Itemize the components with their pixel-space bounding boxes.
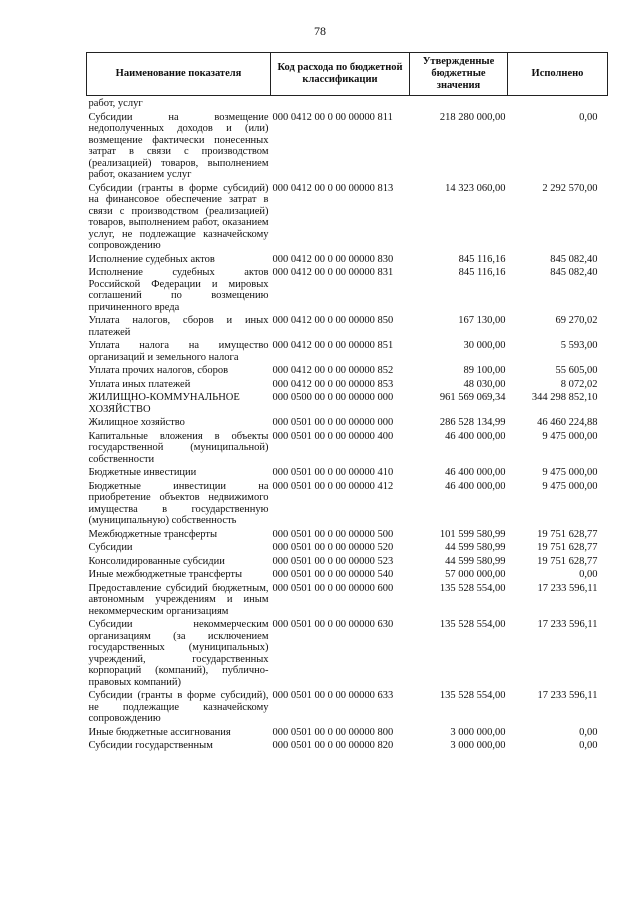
row-code-cell: 000 0412 00 0 00 00000 831 xyxy=(272,267,394,278)
row-name-cell: Субсидии государственным xyxy=(88,740,213,751)
table-row xyxy=(87,569,608,583)
table-row xyxy=(87,315,608,340)
row-approved-cell: 845 116,16 xyxy=(458,267,506,278)
row-code-cell xyxy=(271,96,410,112)
row-executed-cell: 0,00 xyxy=(579,569,598,580)
row-approved-cell: 48 030,00 xyxy=(463,378,506,390)
table-row xyxy=(87,690,608,727)
row-name-cell: Субсидии (гранты в форме субсидий) на финансовое обеспечение затрат в связи с производством (реализацией) товаров, выполнением работ, оказанием услуг, не подлежащие казначейскому сопровождению xyxy=(88,182,269,251)
table-row xyxy=(87,392,608,417)
row-executed-cell: 2 292 570,00 xyxy=(542,182,598,194)
header-approved: Утвержденные бюджетные значения xyxy=(410,53,508,96)
row-code-cell: 000 0501 00 0 00 00000 820 xyxy=(272,740,394,751)
row-approved-cell: 46 400 000,00 xyxy=(445,430,506,442)
row-code-cell: 000 0501 00 0 00 00000 410 xyxy=(272,467,394,478)
row-code-cell: 000 0500 00 0 00 00000 000 xyxy=(272,392,394,403)
row-name-cell: Субсидии на возмещение недополученных доходов и (или) возмещение фактически понесенных затрат в связи с производством (реализацией) товаров, выполнением работ, оказанием услуг xyxy=(88,111,269,180)
row-code-cell: 000 0412 00 0 00 00000 811 xyxy=(272,111,393,123)
header-code: Код расхода по бюджетной классификации xyxy=(271,53,410,96)
table-row xyxy=(87,583,608,620)
row-executed-cell: 17 233 596,11 xyxy=(537,690,598,701)
budget-execution-table xyxy=(86,52,608,754)
row-executed-cell: 845 082,40 xyxy=(550,267,598,278)
row-name-cell: Уплата иных платежей xyxy=(88,378,191,390)
table-row xyxy=(87,417,608,431)
row-approved-cell: 845 116,16 xyxy=(458,253,506,265)
row-name-cell: Иные бюджетные ассигнования xyxy=(88,726,231,738)
row-executed-cell xyxy=(508,96,608,112)
row-name-cell: Субсидии (гранты в форме субсидий), не подлежащие казначейскому сопровождению xyxy=(88,690,269,724)
row-approved-cell: 3 000 000,00 xyxy=(450,740,506,751)
row-code-cell: 000 0501 00 0 00 00000 412 xyxy=(272,480,394,492)
row-code-cell: 000 0501 00 0 00 00000 520 xyxy=(272,542,394,553)
table-row xyxy=(87,556,608,570)
row-code-cell: 000 0501 00 0 00 00000 800 xyxy=(272,726,394,738)
row-executed-cell: 9 475 000,00 xyxy=(542,467,598,478)
table-row xyxy=(87,529,608,543)
table-row xyxy=(87,727,608,741)
row-code-cell: 000 0412 00 0 00 00000 850 xyxy=(272,315,394,326)
table-header-row xyxy=(87,53,608,96)
table-row xyxy=(87,481,608,529)
row-name-cell: Уплата налогов, сборов и иных платежей xyxy=(88,315,269,338)
table-body xyxy=(87,96,608,754)
row-name-cell: ЖИЛИЩНО-КОММУНАЛЬНОЕ ХОЗЯЙСТВО xyxy=(88,392,240,415)
row-executed-cell: 55 605,00 xyxy=(555,365,598,376)
row-executed-cell: 0,00 xyxy=(579,740,598,751)
row-approved-cell: 89 100,00 xyxy=(463,365,506,376)
row-approved-cell: 218 280 000,00 xyxy=(439,111,506,123)
row-code-cell: 000 0501 00 0 00 00000 633 xyxy=(272,690,394,701)
row-approved-cell: 167 130,00 xyxy=(458,315,506,326)
row-approved-cell: 14 323 060,00 xyxy=(445,182,506,194)
table-row xyxy=(87,740,608,754)
budget-table-container xyxy=(86,52,607,754)
row-name-cell: Исполнение судебных актов Российской Федерации и мировых соглашений по возмещению причиненного вреда xyxy=(88,267,269,313)
row-approved-cell: 46 400 000,00 xyxy=(445,480,506,492)
table-row xyxy=(87,340,608,365)
row-code-cell: 000 0412 00 0 00 00000 852 xyxy=(272,365,394,376)
row-approved-cell: 3 000 000,00 xyxy=(450,726,506,738)
row-executed-cell: 46 460 224,88 xyxy=(537,417,598,428)
row-approved-cell: 135 528 554,00 xyxy=(439,690,506,701)
row-name-cell: Бюджетные инвестиции на приобретение объектов недвижимого имущества в государственную (муниципальную) собственность xyxy=(88,480,269,526)
row-approved-cell: 961 569 069,34 xyxy=(439,392,506,403)
table-row xyxy=(87,542,608,556)
header-executed: Исполнено xyxy=(508,53,608,96)
row-name-cell: Уплата налога на имущество организаций и земельного налога xyxy=(88,340,269,363)
row-approved-cell: 46 400 000,00 xyxy=(445,467,506,478)
row-name-cell: Субсидии некоммерческим организациям (за исключением государственных (муниципальных) учреждений, государственных корпораций (компаний), публично-правовых компаний) xyxy=(88,619,269,688)
row-code-cell: 000 0501 00 0 00 00000 000 xyxy=(272,417,394,428)
row-executed-cell: 17 233 596,11 xyxy=(537,619,598,630)
row-code-cell: 000 0501 00 0 00 00000 630 xyxy=(272,619,394,630)
row-executed-cell: 69 270,02 xyxy=(555,315,598,326)
row-name-cell: Капитальные вложения в объекты государственной (муниципальной) собственности xyxy=(88,430,269,465)
row-executed-cell: 5 593,00 xyxy=(560,340,598,351)
row-executed-cell: 344 298 852,10 xyxy=(531,392,598,403)
row-approved-cell: 286 528 134,99 xyxy=(439,417,506,428)
row-executed-cell: 9 475 000,00 xyxy=(542,480,598,492)
row-name-cell: Консолидированные субсидии xyxy=(88,555,225,567)
table-row xyxy=(87,431,608,468)
table-row xyxy=(87,254,608,268)
table-row xyxy=(87,365,608,379)
row-executed-cell: 8 072,02 xyxy=(560,378,598,390)
row-approved-cell: 57 000 000,00 xyxy=(445,569,506,580)
row-name-cell: Уплата прочих налогов, сборов xyxy=(88,365,229,376)
table-row xyxy=(87,467,608,481)
row-approved-cell: 101 599 580,99 xyxy=(439,528,506,540)
row-executed-cell: 19 751 628,77 xyxy=(537,542,598,553)
header-name: Наименование показателя xyxy=(87,53,271,96)
table-row xyxy=(87,379,608,393)
row-code-cell: 000 0501 00 0 00 00000 600 xyxy=(272,582,394,594)
table-row xyxy=(87,96,608,112)
row-code-cell: 000 0412 00 0 00 00000 830 xyxy=(272,253,394,265)
row-approved-cell: 135 528 554,00 xyxy=(439,582,506,594)
row-code-cell: 000 0501 00 0 00 00000 400 xyxy=(272,430,394,442)
row-code-cell: 000 0501 00 0 00 00000 500 xyxy=(272,528,394,540)
row-name-cell: Субсидии xyxy=(88,542,133,553)
table-row xyxy=(87,112,608,183)
row-name-cell: Исполнение судебных актов xyxy=(88,253,215,265)
row-approved-cell: 135 528 554,00 xyxy=(439,619,506,630)
row-approved-cell: 30 000,00 xyxy=(463,340,506,351)
row-name-cell: Предоставление субсидий бюджетным, автономным учреждениям и иным некоммерческим организациям xyxy=(88,582,269,617)
row-code-cell: 000 0412 00 0 00 00000 851 xyxy=(272,340,394,351)
row-executed-cell: 9 475 000,00 xyxy=(542,430,598,442)
row-name-cell: Иные межбюджетные трансферты xyxy=(88,569,243,580)
row-name-cell: работ, услуг xyxy=(88,98,143,109)
page-number: 78 xyxy=(314,24,326,38)
row-code-cell: 000 0501 00 0 00 00000 540 xyxy=(272,569,394,580)
row-approved-cell: 44 599 580,99 xyxy=(445,555,506,567)
table-row xyxy=(87,183,608,254)
row-approved-cell xyxy=(410,96,508,112)
row-approved-cell: 44 599 580,99 xyxy=(445,542,506,553)
row-name-cell: Межбюджетные трансферты xyxy=(88,528,218,540)
table-row xyxy=(87,619,608,690)
row-executed-cell: 17 233 596,11 xyxy=(537,582,598,594)
row-executed-cell: 19 751 628,77 xyxy=(537,555,598,567)
row-name-cell: Жилищное хозяйство xyxy=(88,417,185,428)
row-executed-cell: 19 751 628,77 xyxy=(537,528,598,540)
table-row xyxy=(87,267,608,315)
row-executed-cell: 0,00 xyxy=(579,726,598,738)
row-code-cell: 000 0501 00 0 00 00000 523 xyxy=(272,555,394,567)
row-name-cell: Бюджетные инвестиции xyxy=(88,467,197,478)
row-code-cell: 000 0412 00 0 00 00000 813 xyxy=(272,182,394,194)
row-executed-cell: 0,00 xyxy=(579,111,598,123)
row-executed-cell: 845 082,40 xyxy=(550,253,598,265)
row-code-cell: 000 0412 00 0 00 00000 853 xyxy=(272,378,394,390)
